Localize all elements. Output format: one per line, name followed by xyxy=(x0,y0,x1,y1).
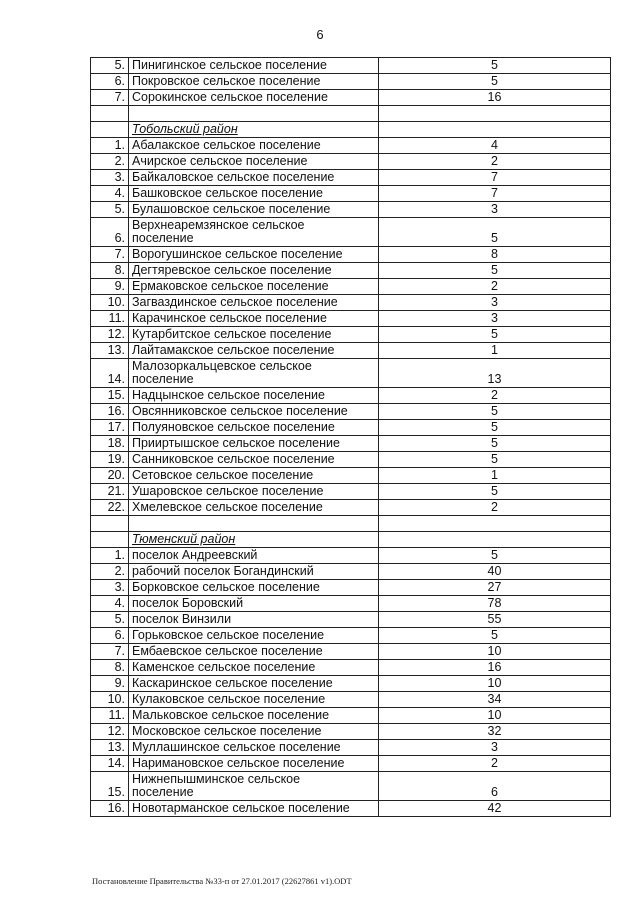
settlement-value: 5 xyxy=(379,74,611,90)
table-row xyxy=(91,801,611,817)
settlement-name: Горьковское сельское поселение xyxy=(129,628,379,644)
settlement-value: 5 xyxy=(379,218,611,247)
row-number: 14. xyxy=(91,756,129,772)
row-number: 15. xyxy=(91,772,129,801)
row-number: 10. xyxy=(91,295,129,311)
row-number: 6. xyxy=(91,628,129,644)
settlement-value: 10 xyxy=(379,644,611,660)
settlement-value: 5 xyxy=(379,452,611,468)
settlement-value: 5 xyxy=(379,263,611,279)
row-number: 11. xyxy=(91,708,129,724)
settlement-name: Хмелевское сельское поселение xyxy=(129,500,379,516)
table-row xyxy=(91,218,611,247)
settlement-value: 10 xyxy=(379,676,611,692)
table-row xyxy=(91,628,611,644)
table-row xyxy=(91,548,611,564)
table-row xyxy=(91,452,611,468)
settlement-name: Московское сельское поселение xyxy=(129,724,379,740)
district-name: Тобольский район xyxy=(129,122,379,138)
settlement-name: Наримановское сельское поселение xyxy=(129,756,379,772)
settlement-name: поселок Боровский xyxy=(129,596,379,612)
settlement-value: 5 xyxy=(379,404,611,420)
spacer-row xyxy=(91,106,611,122)
value-cell xyxy=(379,532,611,548)
row-number: 10. xyxy=(91,692,129,708)
row-number: 19. xyxy=(91,452,129,468)
row-number: 2. xyxy=(91,154,129,170)
row-number: 20. xyxy=(91,468,129,484)
settlement-name: Борковское сельское поселение xyxy=(129,580,379,596)
settlement-name: рабочий поселок Богандинский xyxy=(129,564,379,580)
settlement-name-cell xyxy=(129,772,379,801)
settlement-name: Ворогушинское сельское поселение xyxy=(129,247,379,263)
settlement-value: 3 xyxy=(379,202,611,218)
table-row xyxy=(91,724,611,740)
table-row xyxy=(91,420,611,436)
settlement-name: Пинигинское сельское поселение xyxy=(129,58,379,74)
row-number: 18. xyxy=(91,436,129,452)
district-header-row xyxy=(91,532,611,548)
row-number: 16. xyxy=(91,404,129,420)
table-row xyxy=(91,756,611,772)
settlement-name-line-2: поселение xyxy=(132,372,194,386)
settlement-value: 8 xyxy=(379,247,611,263)
row-number: 8. xyxy=(91,263,129,279)
row-number: 5. xyxy=(91,58,129,74)
settlement-name: поселок Винзили xyxy=(129,612,379,628)
settlement-name: поселок Андреевский xyxy=(129,548,379,564)
table-row xyxy=(91,90,611,106)
settlement-value: 3 xyxy=(379,740,611,756)
row-number: 21. xyxy=(91,484,129,500)
settlement-value: 2 xyxy=(379,154,611,170)
page-number: 6 xyxy=(316,27,324,42)
row-number: 15. xyxy=(91,388,129,404)
settlement-name-line-1: Нижнепышминское сельское xyxy=(132,772,301,786)
row-number: 1. xyxy=(91,548,129,564)
settlement-value: 2 xyxy=(379,756,611,772)
settlement-name-line-2: поселение xyxy=(132,231,194,245)
row-number: 9. xyxy=(91,279,129,295)
table-row xyxy=(91,692,611,708)
settlement-name: Надцынское сельское поселение xyxy=(129,388,379,404)
settlement-name: Каменское сельское поселение xyxy=(129,660,379,676)
settlement-name-line-1: Малозоркальцевское сельское xyxy=(132,359,312,373)
settlement-value: 4 xyxy=(379,138,611,154)
table-row xyxy=(91,202,611,218)
row-number: 4. xyxy=(91,186,129,202)
row-number: 7. xyxy=(91,644,129,660)
table-row xyxy=(91,295,611,311)
settlement-value: 7 xyxy=(379,170,611,186)
table-row xyxy=(91,279,611,295)
table-row xyxy=(91,247,611,263)
settlement-value: 5 xyxy=(379,548,611,564)
settlement-name: Овсянниковское сельское поселение xyxy=(129,404,379,420)
table-row xyxy=(91,58,611,74)
settlement-name: Каскаринское сельское поселение xyxy=(129,676,379,692)
settlement-value: 2 xyxy=(379,500,611,516)
table-row xyxy=(91,359,611,388)
settlement-name: Сетовское сельское поселение xyxy=(129,468,379,484)
table-row xyxy=(91,311,611,327)
district-name: Тюменский район xyxy=(129,532,379,548)
settlement-value: 6 xyxy=(379,772,611,801)
settlements-table-body xyxy=(91,58,611,817)
table-row xyxy=(91,660,611,676)
table-row xyxy=(91,263,611,279)
spacer-row xyxy=(91,516,611,532)
settlement-name-cell xyxy=(129,516,379,532)
settlement-name: Новотарманское сельское поселение xyxy=(129,801,379,817)
settlement-name: Загваздинское сельское поселение xyxy=(129,295,379,311)
row-number-cell xyxy=(91,122,129,138)
settlement-name: Абалакское сельское поселение xyxy=(129,138,379,154)
row-number: 22. xyxy=(91,500,129,516)
settlement-name: Булашовское сельское поселение xyxy=(129,202,379,218)
settlement-name: Покровское сельское поселение xyxy=(129,74,379,90)
table-row xyxy=(91,500,611,516)
table-row xyxy=(91,186,611,202)
settlement-value: 3 xyxy=(379,311,611,327)
settlement-name-cell xyxy=(129,359,379,388)
table-row xyxy=(91,468,611,484)
row-number: 3. xyxy=(91,580,129,596)
table-row xyxy=(91,596,611,612)
settlement-name: Башковское сельское поселение xyxy=(129,186,379,202)
settlement-value: 7 xyxy=(379,186,611,202)
settlement-value: 5 xyxy=(379,628,611,644)
row-number: 1. xyxy=(91,138,129,154)
settlement-value: 5 xyxy=(379,436,611,452)
table-row xyxy=(91,580,611,596)
settlements-table xyxy=(90,57,611,817)
settlement-name: Байкаловское сельское поселение xyxy=(129,170,379,186)
settlement-name: Полуяновское сельское поселение xyxy=(129,420,379,436)
district-header-row xyxy=(91,122,611,138)
row-number: 12. xyxy=(91,327,129,343)
row-number: 13. xyxy=(91,343,129,359)
settlement-name-line-1: Верхнеаремзянское сельское xyxy=(132,218,305,232)
settlement-name: Ушаровское сельское поселение xyxy=(129,484,379,500)
table-row xyxy=(91,138,611,154)
row-number: 17. xyxy=(91,420,129,436)
settlement-value: 55 xyxy=(379,612,611,628)
row-number: 2. xyxy=(91,564,129,580)
table-row xyxy=(91,74,611,90)
table-row xyxy=(91,388,611,404)
row-number: 7. xyxy=(91,247,129,263)
row-number-cell xyxy=(91,516,129,532)
settlement-name: Карачинское сельское поселение xyxy=(129,311,379,327)
row-number: 5. xyxy=(91,612,129,628)
settlement-name: Кутарбитское сельское поселение xyxy=(129,327,379,343)
settlement-value: 5 xyxy=(379,58,611,74)
settlement-name: Дегтяревское сельское поселение xyxy=(129,263,379,279)
row-number: 6. xyxy=(91,74,129,90)
settlement-name: Ермаковское сельское поселение xyxy=(129,279,379,295)
value-cell xyxy=(379,122,611,138)
table-row xyxy=(91,708,611,724)
table-row xyxy=(91,404,611,420)
table-row xyxy=(91,154,611,170)
settlement-value: 1 xyxy=(379,343,611,359)
row-number-cell xyxy=(91,106,129,122)
settlement-value: 2 xyxy=(379,388,611,404)
settlement-name-cell xyxy=(129,218,379,247)
row-number: 16. xyxy=(91,801,129,817)
row-number: 12. xyxy=(91,724,129,740)
settlement-value: 34 xyxy=(379,692,611,708)
table-row xyxy=(91,170,611,186)
settlement-name: Санниковское сельское поселение xyxy=(129,452,379,468)
table-row xyxy=(91,772,611,801)
settlement-value: 32 xyxy=(379,724,611,740)
settlement-value: 2 xyxy=(379,279,611,295)
document-footer: Постановление Правительства №33-п от 27.01.2017 (22627861 v1).ODT xyxy=(92,876,352,886)
settlement-value: 16 xyxy=(379,90,611,106)
row-number: 7. xyxy=(91,90,129,106)
row-number: 3. xyxy=(91,170,129,186)
settlement-name: Кулаковское сельское поселение xyxy=(129,692,379,708)
row-number: 11. xyxy=(91,311,129,327)
row-number: 13. xyxy=(91,740,129,756)
table-row xyxy=(91,564,611,580)
settlement-value: 40 xyxy=(379,564,611,580)
row-number: 9. xyxy=(91,676,129,692)
table-row xyxy=(91,327,611,343)
settlement-value: 27 xyxy=(379,580,611,596)
row-number: 6. xyxy=(91,218,129,247)
settlement-name: Мальковское сельское поселение xyxy=(129,708,379,724)
settlement-name: Ембаевское сельское поселение xyxy=(129,644,379,660)
settlement-name: Сорокинское сельское поселение xyxy=(129,90,379,106)
table-row xyxy=(91,484,611,500)
table-row xyxy=(91,436,611,452)
settlement-value: 3 xyxy=(379,295,611,311)
settlement-value: 13 xyxy=(379,359,611,388)
settlement-name-line-2: поселение xyxy=(132,785,194,799)
settlement-value: 5 xyxy=(379,327,611,343)
row-number: 4. xyxy=(91,596,129,612)
table-row xyxy=(91,343,611,359)
settlement-value: 5 xyxy=(379,484,611,500)
table-row xyxy=(91,644,611,660)
settlement-value: 42 xyxy=(379,801,611,817)
value-cell xyxy=(379,106,611,122)
settlement-value: 16 xyxy=(379,660,611,676)
table-row xyxy=(91,740,611,756)
settlement-name: Лайтамакское сельское поселение xyxy=(129,343,379,359)
table-row xyxy=(91,612,611,628)
row-number: 5. xyxy=(91,202,129,218)
settlement-name: Муллашинское сельское поселение xyxy=(129,740,379,756)
row-number: 14. xyxy=(91,359,129,388)
settlement-name: Прииртышское сельское поселение xyxy=(129,436,379,452)
settlement-value: 1 xyxy=(379,468,611,484)
settlement-value: 78 xyxy=(379,596,611,612)
settlement-name-cell xyxy=(129,106,379,122)
row-number-cell xyxy=(91,532,129,548)
row-number: 8. xyxy=(91,660,129,676)
table-row xyxy=(91,676,611,692)
settlement-name: Ачирское сельское поселение xyxy=(129,154,379,170)
settlement-value: 10 xyxy=(379,708,611,724)
value-cell xyxy=(379,516,611,532)
settlement-value: 5 xyxy=(379,420,611,436)
